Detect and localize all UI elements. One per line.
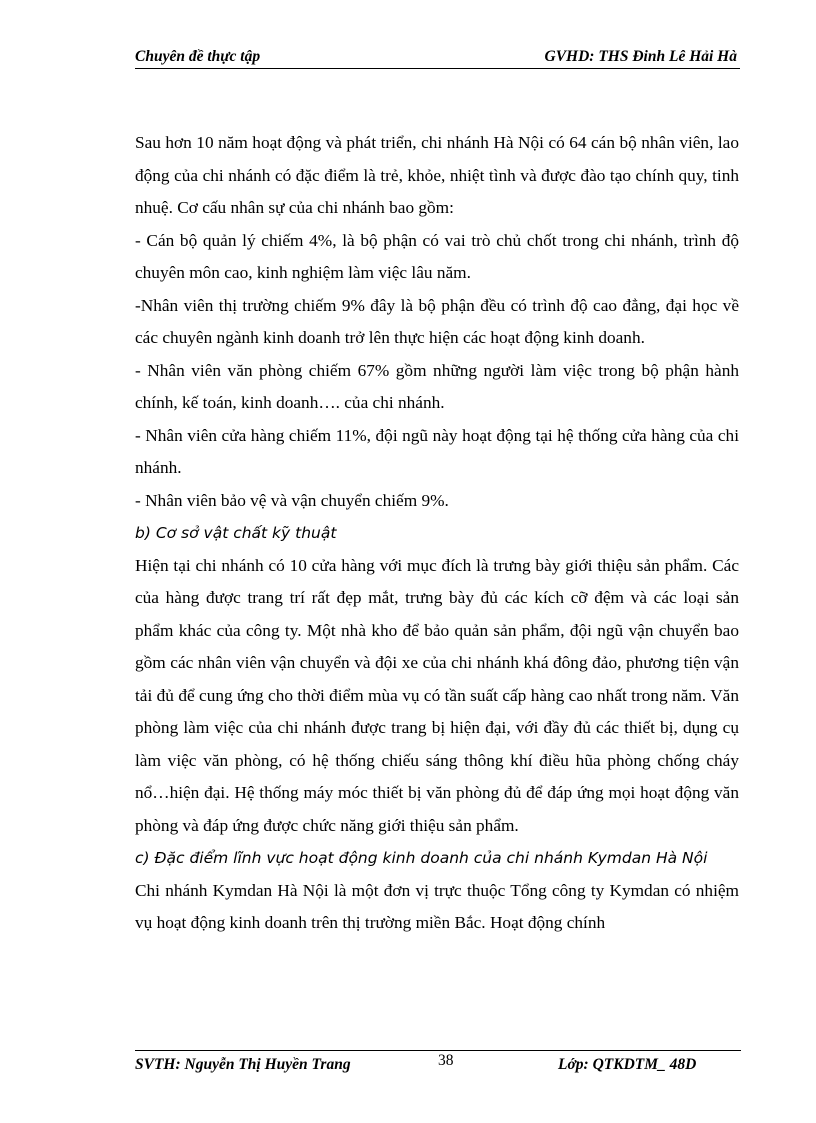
paragraph-business-field: Chi nhánh Kymdan Hà Nội là một đơn vị trực thuộc Tổng công ty Kymdan có nhiệm vụ hoạt động kinh doanh trên thị trường miền Bắc. Hoạt động chính <box>135 880 739 932</box>
paragraph-facilities: Hiện tại chi nhánh có 10 cửa hàng với mục đích là trưng bày giới thiệu sản phẩm. Các của hàng được trang trí rất đẹp mắt, trưng bày đủ các kích cỡ đệm và các loại sản phẩm khác của công ty. Một nhà kho để bảo quản sản phẩm, đội ngũ vận chuyển bao gồm các nhân viên vận chuyển và đội xe của chi nhánh khá đông đảo, phương tiện vận tải đủ để cung ứng cho thời điểm mùa vụ có tần suất cấp hàng cao nhất trong năm. Văn phòng làm việc của chi nhánh được trang bị hiện đại, với đầy đủ các thiết bị, dụng cụ làm việc văn phòng, có hệ thống chiếu sáng thông khí điều hũa phòng chống cháy nổ…hiện đại. Hệ thống máy móc thiết bị văn phòng đủ để đáp ứng mọi hoạt động văn phòng và đáp ứng được chức năng giới thiệu sản phẩm. <box>135 555 739 835</box>
header-title: Chuyên đề thực tập <box>135 48 261 65</box>
paragraph-office-staff: - Nhân viên văn phòng chiếm 67% gồm những người làm việc trong bộ phận hành chính, kế toán, kinh doanh…. của chi nhánh. <box>135 360 739 412</box>
paragraph-store-staff: - Nhân viên cửa hàng chiếm 11%, đội ngũ này hoạt động tại hệ thống cửa hàng của chi nhánh. <box>135 425 739 477</box>
footer-student: SVTH: Nguyễn Thị Huyền Trang <box>135 1056 351 1073</box>
header-supervisor: GVHD: THS Đinh Lê Hải Hà <box>544 48 737 65</box>
page-footer <box>135 1052 741 1078</box>
page-number: 38 <box>438 1052 454 1069</box>
document-body <box>135 127 739 940</box>
subheading-facilities: b) Cơ sở vật chất kỹ thuật <box>135 524 337 542</box>
paragraph-managers: - Cán bộ quản lý chiếm 4%, là bộ phận có vai trò chủ chốt trong chi nhánh, trình độ chuyên môn cao, kinh nghiệm làm việc lâu năm. <box>135 230 739 282</box>
subheading-business-field: c) Đặc điểm lĩnh vực hoạt động kinh doanh của chi nhánh Kymdan Hà Nội <box>135 849 708 867</box>
paragraph-intro: Sau hơn 10 năm hoạt động và phát triển, chi nhánh Hà Nội có 64 cán bộ nhân viên, lao động của chi nhánh có đặc điểm là trẻ, khỏe, nhiệt tình và được đào tạo chính quy, tinh nhuệ. Cơ cấu nhân sự của chi nhánh bao gồm: <box>135 133 739 217</box>
footer-class: Lớp: QTKDTM_ 48D <box>558 1056 697 1073</box>
paragraph-market-staff: -Nhân viên thị trường chiếm 9% đây là bộ phận đều có trình độ cao đẳng, đại học về các chuyên ngành kinh doanh trở lên thực hiện các hoạt động kinh doanh. <box>135 295 739 347</box>
footer-divider <box>135 1050 741 1051</box>
page-header <box>135 46 740 69</box>
paragraph-security-staff: - Nhân viên bảo vệ và vận chuyển chiếm 9%. <box>135 490 449 510</box>
